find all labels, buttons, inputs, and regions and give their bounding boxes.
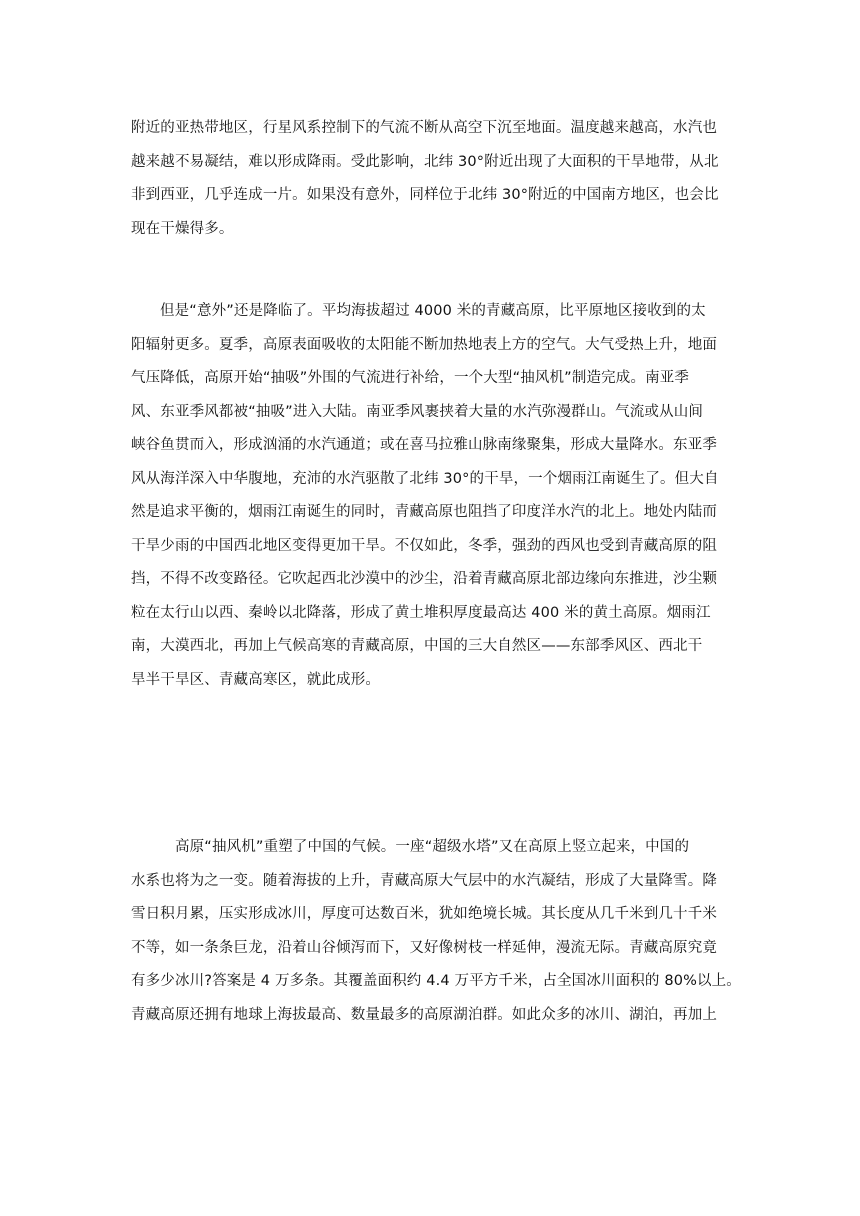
text-line: 青藏高原还拥有地球上海拔最高、数量最多的高原湖泊群。如此众多的冰川、湖泊，再加上 (131, 1006, 717, 1023)
text-line: 现在干燥得多。 (131, 220, 234, 237)
text-line: 干旱少雨的中国西北地区变得更加干旱。不仅如此，冬季，强劲的西风也受到青藏高原的阻 (131, 537, 717, 554)
text-line: 不等，如一条条巨龙，沿着山谷倾泻而下，又好像树枝一样延伸，漫流无际。青藏高原究竟 (131, 939, 717, 956)
text-line: 南，大漠西北，再加上气候高寒的青藏高原，中国的三大自然区——东部季风区、西北干 (131, 638, 703, 654)
text-line: 非到西亚，几乎连成一片。如果没有意外，同样位于北纬 30°附近的中国南方地区，也会比 (131, 187, 719, 203)
paragraph-3 (131, 831, 741, 1032)
paragraph-1 (131, 112, 731, 246)
text-line: 峡谷鱼贯而入，形成汹涌的水汽通道；或在喜马拉雅山脉南缘聚集，形成大量降水。东亚季 (131, 437, 717, 453)
text-line: 附近的亚热带地区，行星风系控制下的气流不断从高空下沉至地面。温度越来越高，水汽也 (131, 120, 717, 136)
text-line: 风、东亚季风都被“抽吸”进入大陆。南亚季风裹挟着大量的水汽弥漫群山。气流或从山间 (131, 403, 704, 420)
text-line: 然是追求平衡的，烟雨江南诞生的同时，青藏高原也阻挡了印度洋水汽的北上。地处内陆而 (131, 504, 717, 520)
text-line: 粒在太行山以西、秦岭以北降落，形成了黄土堆积厚度最高达 400 米的黄土高原。烟雨江 (131, 604, 711, 621)
text-line: 挡，不得不改变路径。它吹起西北沙漠中的沙尘，沿着青藏高原北部边缘向东推进，沙尘颗 (131, 571, 717, 587)
text-line: 风从海洋深入中华腹地，充沛的水汽驱散了北纬 30°的干旱，一个烟雨江南诞生了。但大自 (131, 470, 719, 487)
text-line: 水系也将为之一变。随着海拔的上升，青藏高原大气层中的水汽凝结，形成了大量降雪。降 (131, 872, 717, 889)
text-line: 但是“意外”还是降临了。平均海拔超过 4000 米的青藏高原，比平原地区接收到的太 (160, 303, 706, 319)
text-line: 旱半干旱区、青藏高寒区，就此成形。 (131, 671, 381, 688)
text-line: 气压降低，高原开始“抽吸”外围的气流进行补给，一个大型“抽风机”制造完成。南亚季 (131, 370, 690, 386)
text-line: 越来越不易凝结，难以形成降雨。受此影响，北纬 30°附近出现了大面积的干旱地带，从北 (131, 153, 719, 170)
text-line: 高原“抽风机”重塑了中国的气候。一座“超级水塔”又在高原上竖立起来，中国的 (175, 839, 690, 855)
text-line: 阳辐射更多。夏季，高原表面吸收的太阳能不断加热地表上方的空气。大气受热上升，地面 (131, 336, 717, 353)
text-line: 雪日积月累，压实形成冰川，厚度可达数百米，犹如绝境长城。其长度从几千米到几十千米 (131, 906, 717, 922)
paragraph-2 (131, 295, 731, 697)
text-line: 有多少冰川?答案是 4 万多条。其覆盖面积约 4.4 万平方千米，占全国冰川面积的 80%以上。 (131, 973, 741, 989)
